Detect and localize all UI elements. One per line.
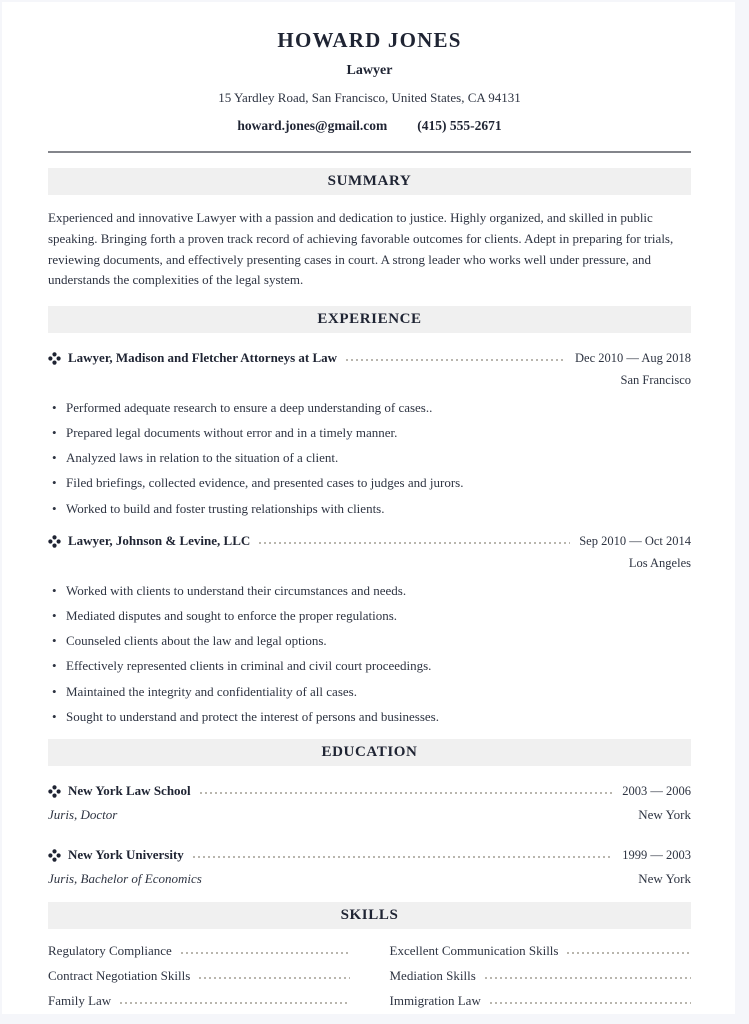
education-entry-subrow <box>48 807 691 823</box>
education-entry-header <box>48 847 691 863</box>
school-dates: 1999 — 2003 <box>622 847 691 862</box>
four-dots-icon <box>48 352 61 365</box>
education-entry-subrow <box>48 871 691 887</box>
candidate-phone: (415) 555-2671 <box>417 118 502 133</box>
summary-heading: SUMMARY <box>327 173 412 189</box>
dotted-leader <box>346 359 566 361</box>
candidate-name: HOWARD JONES <box>277 28 462 52</box>
job-location: San Francisco <box>620 373 691 388</box>
candidate-address: 15 Yardley Road, San Francisco, United States, CA 94131 <box>218 90 521 105</box>
job-bullet: • Maintained the integrity and confidentiality of all cases. <box>52 684 691 700</box>
job-bullet: • Performed adequate research to ensure a deep understanding of cases.. <box>52 400 691 416</box>
school-dates: 2003 — 2006 <box>622 783 691 798</box>
section-bar-summary <box>48 168 691 195</box>
skill-name: Family Law <box>48 993 112 1009</box>
job-location: Los Angeles <box>628 556 691 571</box>
skill-name: Regulatory Compliance <box>48 943 172 959</box>
experience-heading: EXPERIENCE <box>317 311 422 328</box>
skills-grid <box>48 943 691 1014</box>
dotted-leader <box>200 792 614 794</box>
school-location: New York <box>638 871 691 887</box>
degree-name: Juris, Doctor <box>48 807 118 823</box>
school-name: New York Law School <box>68 783 191 799</box>
experience-entry-header <box>48 350 691 366</box>
dotted-leader <box>259 542 570 544</box>
section-bar-education <box>48 739 691 766</box>
education-heading: EDUCATION <box>321 744 418 761</box>
skill-row <box>48 968 350 984</box>
candidate-title: Lawyer <box>346 63 393 78</box>
four-dots-icon <box>48 849 61 862</box>
degree-name: Juris, Bachelor of Economics <box>48 871 202 887</box>
resume-page <box>2 2 735 1014</box>
four-dots-icon <box>48 785 61 798</box>
section-bar-experience <box>48 306 691 333</box>
job-bullet: • Prepared legal documents without error and in a timely manner. <box>52 425 691 441</box>
school-location: New York <box>638 807 691 823</box>
job-bullet: • Counseled clients about the law and legal options. <box>52 633 691 649</box>
skill-row <box>390 968 692 984</box>
skill-row <box>48 943 350 959</box>
summary-text: Experienced and innovative Lawyer with a passion and dedication to justice. Highly organized, and skilled in public speaking. Bringing forth a proven track record of achieving favorable outcomes for clients. Adept in preparing for trials, reviewing documents, and effectively presenting cases in court. A strong leader who works well under pressure, and understands the complexities of the legal system. <box>48 210 674 288</box>
education-entry-header <box>48 783 691 799</box>
dotted-leader <box>567 952 691 954</box>
experience-entry <box>48 350 691 516</box>
school-name: New York University <box>68 847 184 863</box>
job-bullet: • Filed briefings, collected evidence, and presented cases to judges and jurors. <box>52 475 691 491</box>
dotted-leader <box>120 1002 349 1004</box>
experience-entry-header <box>48 533 691 549</box>
job-bullet: • Sought to understand and protect the interest of persons and businesses. <box>52 709 691 725</box>
job-bullet: • Analyzed laws in relation to the situation of a client. <box>52 450 691 466</box>
skill-row <box>48 993 350 1009</box>
skills-left-column <box>48 943 350 1014</box>
dotted-leader <box>490 1002 691 1004</box>
dotted-leader <box>181 952 350 954</box>
job-bullet: • Effectively represented clients in criminal and civil court proceedings. <box>52 658 691 674</box>
candidate-email: howard.jones@gmail.com <box>237 118 388 133</box>
job-dates: Dec 2010 — Aug 2018 <box>575 350 691 365</box>
job-bullet-list <box>52 583 691 724</box>
skills-right-column <box>390 943 692 1014</box>
skill-name: Mediation Skills <box>389 968 476 984</box>
skill-name: Immigration Law <box>389 993 481 1009</box>
skills-heading: SKILLS <box>340 907 399 924</box>
job-bullet: • Worked to build and foster trusting relationships with clients. <box>52 501 691 517</box>
skill-row <box>390 993 692 1009</box>
section-bar-skills <box>48 902 691 929</box>
four-dots-icon <box>48 535 61 548</box>
job-bullet: • Mediated disputes and sought to enforce the proper regulations. <box>52 608 691 624</box>
skill-name: Excellent Communication Skills <box>389 943 559 959</box>
dotted-leader <box>199 977 349 979</box>
dotted-leader <box>485 977 691 979</box>
experience-entry <box>48 533 691 724</box>
job-bullet-list <box>52 400 691 516</box>
skill-name: Contract Negotiation Skills <box>48 968 191 984</box>
skill-row <box>390 943 692 959</box>
job-bullet: • Worked with clients to understand their circumstances and needs. <box>52 583 691 599</box>
resume-header <box>48 28 691 134</box>
dotted-leader <box>193 856 613 858</box>
job-title: Lawyer, Madison and Fletcher Attorneys at Law <box>68 350 338 366</box>
education-entry <box>48 847 691 887</box>
job-dates: Sep 2010 — Oct 2014 <box>579 533 691 548</box>
job-title: Lawyer, Johnson & Levine, LLC <box>68 533 251 549</box>
education-entry <box>48 783 691 823</box>
header-divider <box>48 151 691 153</box>
contact-row <box>48 118 691 134</box>
